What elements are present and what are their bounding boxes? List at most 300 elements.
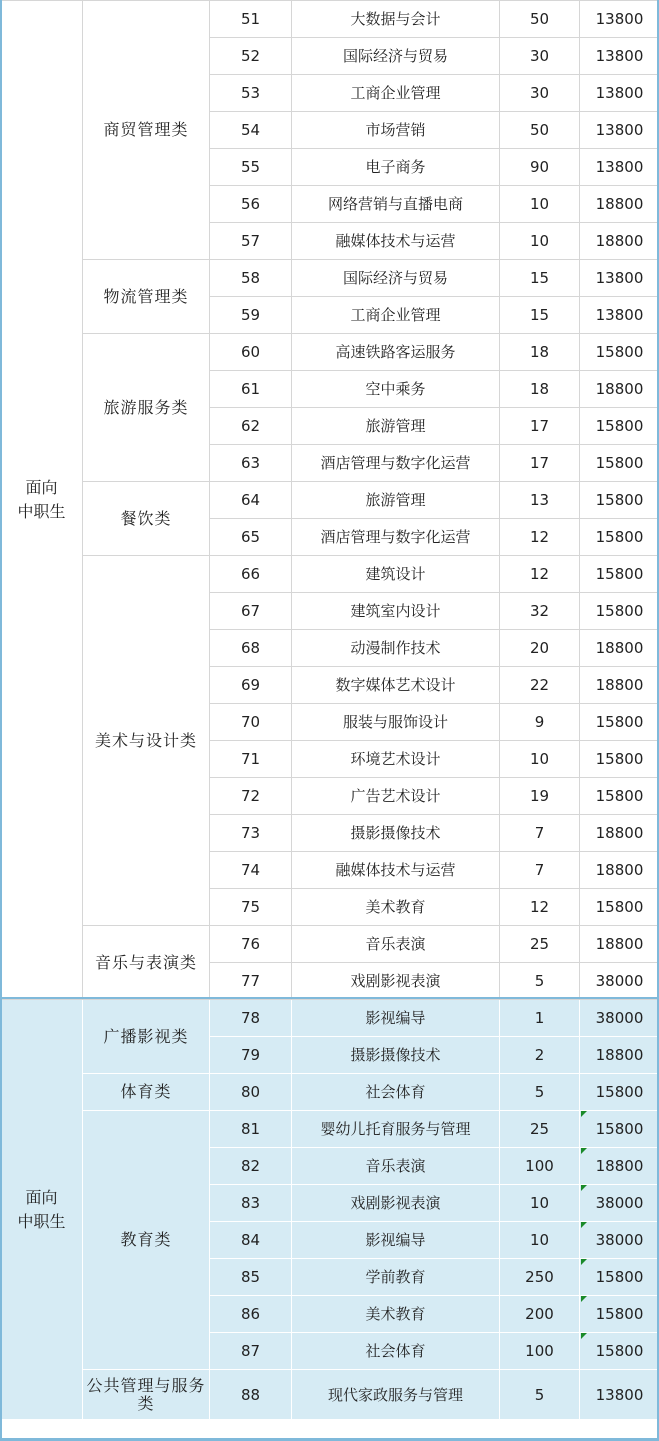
quota-text: 50 bbox=[529, 121, 550, 139]
row-number-text: 77 bbox=[240, 972, 261, 990]
tuition-text: 13800 bbox=[595, 47, 644, 65]
quota-cell bbox=[500, 112, 580, 149]
row-number-cell bbox=[210, 1111, 292, 1148]
tuition-text: 13800 bbox=[595, 158, 644, 176]
quota-text: 22 bbox=[529, 676, 550, 694]
tuition-text: 18800 bbox=[595, 380, 644, 398]
quota-text: 19 bbox=[529, 787, 550, 805]
major-name-cell bbox=[292, 482, 500, 519]
quota-cell bbox=[500, 482, 580, 519]
major-name-cell bbox=[292, 1, 500, 38]
row-number-text: 56 bbox=[240, 195, 261, 213]
tuition-cell bbox=[580, 741, 659, 778]
quota-cell bbox=[500, 1037, 580, 1074]
quota-cell bbox=[500, 38, 580, 75]
row-number-cell bbox=[210, 334, 292, 371]
tuition-text: 13800 bbox=[595, 306, 644, 324]
tuition-text: 18800 bbox=[595, 861, 644, 879]
tuition-cell bbox=[580, 297, 659, 334]
tuition-text: 15800 bbox=[595, 417, 644, 435]
quota-text: 15 bbox=[529, 306, 550, 324]
major-name-cell bbox=[292, 408, 500, 445]
major-name-cell bbox=[292, 334, 500, 371]
tuition-text: 15800 bbox=[595, 1120, 644, 1138]
quota-cell bbox=[500, 1000, 580, 1037]
quota-text: 250 bbox=[525, 1268, 554, 1286]
tuition-cell bbox=[580, 1185, 659, 1222]
row-number-cell bbox=[210, 445, 292, 482]
major-name-text: 酒店管理与数字化运营 bbox=[320, 528, 471, 546]
row-number-text: 61 bbox=[240, 380, 261, 398]
tuition-text: 38000 bbox=[595, 1009, 644, 1027]
row-number-text: 52 bbox=[240, 47, 261, 65]
quota-cell bbox=[500, 1074, 580, 1111]
category-cell: 商贸管理类 bbox=[83, 1, 210, 260]
quota-cell bbox=[500, 186, 580, 223]
quota-cell bbox=[500, 593, 580, 630]
major-name-text: 旅游管理 bbox=[365, 491, 426, 509]
row-number-text: 76 bbox=[240, 935, 261, 953]
major-name-text: 市场营销 bbox=[365, 121, 426, 139]
row-number-text: 85 bbox=[240, 1268, 261, 1286]
tuition-cell bbox=[580, 149, 659, 186]
row-number-text: 88 bbox=[240, 1385, 261, 1404]
major-name-cell bbox=[292, 815, 500, 852]
quota-text: 13 bbox=[529, 491, 550, 509]
row-number-text: 67 bbox=[240, 602, 261, 620]
row-number-cell bbox=[210, 704, 292, 741]
quota-cell bbox=[500, 1148, 580, 1185]
row-number-text: 60 bbox=[240, 343, 261, 361]
row-number-cell bbox=[210, 1259, 292, 1296]
quota-text: 32 bbox=[529, 602, 550, 620]
tuition-text: 15800 bbox=[595, 1342, 644, 1360]
quota-text: 18 bbox=[529, 343, 550, 361]
table-row bbox=[1, 1074, 659, 1111]
major-name-text: 大数据与会计 bbox=[350, 10, 441, 28]
row-number-text: 86 bbox=[240, 1305, 261, 1323]
comment-marker-icon bbox=[581, 1185, 587, 1191]
tuition-cell bbox=[580, 260, 659, 297]
tuition-cell bbox=[580, 408, 659, 445]
tuition-text: 18800 bbox=[595, 1046, 644, 1064]
tuition-cell bbox=[580, 926, 659, 963]
quota-cell bbox=[500, 408, 580, 445]
row-number-cell bbox=[210, 926, 292, 963]
row-number-cell bbox=[210, 1148, 292, 1185]
row-number-text: 72 bbox=[240, 787, 261, 805]
tuition-cell bbox=[580, 593, 659, 630]
tuition-text: 18800 bbox=[595, 639, 644, 657]
row-number-text: 65 bbox=[240, 528, 261, 546]
tuition-text: 15800 bbox=[595, 565, 644, 583]
quota-cell bbox=[500, 297, 580, 334]
tuition-text: 13800 bbox=[595, 269, 644, 287]
major-name-text: 工商企业管理 bbox=[350, 306, 441, 324]
quota-text: 2 bbox=[534, 1046, 545, 1064]
major-name-text: 建筑室内设计 bbox=[350, 602, 441, 620]
row-number-cell bbox=[210, 778, 292, 815]
row-number-text: 53 bbox=[240, 84, 261, 102]
tuition-text: 15800 bbox=[595, 898, 644, 916]
category-cell: 音乐与表演类 bbox=[83, 926, 210, 1000]
quota-cell bbox=[500, 926, 580, 963]
row-number-text: 73 bbox=[240, 824, 261, 842]
tuition-cell bbox=[580, 1148, 659, 1185]
quota-text: 15 bbox=[529, 269, 550, 287]
quota-cell bbox=[500, 778, 580, 815]
row-number-text: 82 bbox=[240, 1157, 261, 1175]
quota-text: 10 bbox=[529, 195, 550, 213]
major-name-text: 国际经济与贸易 bbox=[342, 47, 448, 65]
major-name-cell bbox=[292, 593, 500, 630]
major-name-cell bbox=[292, 1111, 500, 1148]
tuition-cell bbox=[580, 371, 659, 408]
row-number-cell bbox=[210, 1370, 292, 1420]
table-row bbox=[1, 926, 659, 963]
major-name-text: 婴幼儿托育服务与管理 bbox=[320, 1120, 471, 1138]
quota-text: 200 bbox=[525, 1305, 554, 1323]
major-name-cell bbox=[292, 1296, 500, 1333]
tuition-cell bbox=[580, 1037, 659, 1074]
major-name-cell bbox=[292, 186, 500, 223]
row-number-cell bbox=[210, 1037, 292, 1074]
tuition-cell bbox=[580, 38, 659, 75]
tuition-cell bbox=[580, 704, 659, 741]
row-number-cell bbox=[210, 519, 292, 556]
tuition-text: 15800 bbox=[595, 750, 644, 768]
row-number-text: 62 bbox=[240, 417, 261, 435]
tuition-cell bbox=[580, 519, 659, 556]
major-name-cell bbox=[292, 1259, 500, 1296]
quota-text: 18 bbox=[529, 380, 550, 398]
major-name-cell bbox=[292, 1037, 500, 1074]
major-name-text: 现代家政服务与管理 bbox=[327, 1385, 463, 1404]
major-name-cell bbox=[292, 112, 500, 149]
row-number-cell bbox=[210, 223, 292, 260]
tuition-cell bbox=[580, 1333, 659, 1370]
category-cell: 旅游服务类 bbox=[83, 334, 210, 482]
tuition-text: 13800 bbox=[595, 1385, 644, 1404]
row-number-text: 74 bbox=[240, 861, 261, 879]
major-name-cell bbox=[292, 149, 500, 186]
major-name-cell bbox=[292, 556, 500, 593]
section-secondary-vocational-1 bbox=[1, 1, 659, 1000]
major-name-cell bbox=[292, 852, 500, 889]
row-number-cell bbox=[210, 815, 292, 852]
quota-text: 20 bbox=[529, 639, 550, 657]
tuition-cell bbox=[580, 1000, 659, 1037]
row-number-cell bbox=[210, 186, 292, 223]
comment-marker-icon bbox=[581, 1222, 587, 1228]
quota-cell bbox=[500, 149, 580, 186]
tuition-cell bbox=[580, 186, 659, 223]
quota-text: 9 bbox=[534, 713, 545, 731]
tuition-text: 15800 bbox=[595, 491, 644, 509]
row-number-cell bbox=[210, 1000, 292, 1037]
comment-marker-icon bbox=[581, 1148, 587, 1154]
major-name-text: 摄影摄像技术 bbox=[350, 1046, 441, 1064]
major-name-text: 美术教育 bbox=[365, 1305, 426, 1323]
major-name-cell bbox=[292, 297, 500, 334]
tuition-text: 15800 bbox=[595, 787, 644, 805]
comment-marker-icon bbox=[581, 1333, 587, 1339]
tuition-text: 13800 bbox=[595, 121, 644, 139]
quota-cell bbox=[500, 556, 580, 593]
major-name-cell bbox=[292, 1148, 500, 1185]
student-level-cell: 面向 中职生 bbox=[1, 1000, 83, 1420]
major-name-text: 影视编导 bbox=[365, 1009, 426, 1027]
category-cell: 物流管理类 bbox=[83, 260, 210, 334]
major-name-text: 环境艺术设计 bbox=[350, 750, 441, 768]
row-number-cell bbox=[210, 112, 292, 149]
quota-text: 5 bbox=[534, 1083, 545, 1101]
row-number-cell bbox=[210, 667, 292, 704]
major-name-text: 影视编导 bbox=[365, 1231, 426, 1249]
major-name-text: 社会体育 bbox=[365, 1083, 426, 1101]
tuition-text: 38000 bbox=[595, 972, 644, 990]
row-number-cell bbox=[210, 371, 292, 408]
tuition-cell bbox=[580, 75, 659, 112]
row-number-text: 87 bbox=[240, 1342, 261, 1360]
tuition-cell bbox=[580, 1370, 659, 1420]
quota-cell bbox=[500, 260, 580, 297]
row-number-cell bbox=[210, 593, 292, 630]
category-cell: 美术与设计类 bbox=[83, 556, 210, 926]
row-number-cell bbox=[210, 38, 292, 75]
quota-text: 100 bbox=[525, 1157, 554, 1175]
major-name-text: 广告艺术设计 bbox=[350, 787, 441, 805]
table-row bbox=[1, 1000, 659, 1037]
row-number-cell bbox=[210, 149, 292, 186]
row-number-cell bbox=[210, 482, 292, 519]
row-number-text: 63 bbox=[240, 454, 261, 472]
quota-cell bbox=[500, 334, 580, 371]
major-name-text: 美术教育 bbox=[365, 898, 426, 916]
quota-text: 12 bbox=[529, 528, 550, 546]
table-row bbox=[1, 334, 659, 371]
quota-text: 7 bbox=[534, 824, 545, 842]
row-number-text: 79 bbox=[240, 1046, 261, 1064]
category-cell: 公共管理与服务类 bbox=[83, 1370, 210, 1420]
row-number-cell bbox=[210, 260, 292, 297]
row-number-text: 70 bbox=[240, 713, 261, 731]
major-name-text: 融媒体技术与运营 bbox=[335, 232, 456, 250]
tuition-text: 18800 bbox=[595, 1157, 644, 1175]
row-number-text: 81 bbox=[240, 1120, 261, 1138]
major-name-cell bbox=[292, 223, 500, 260]
quota-text: 25 bbox=[529, 935, 550, 953]
quota-cell bbox=[500, 1259, 580, 1296]
major-name-cell bbox=[292, 371, 500, 408]
row-number-text: 57 bbox=[240, 232, 261, 250]
quota-text: 10 bbox=[529, 750, 550, 768]
quota-cell bbox=[500, 1370, 580, 1420]
quota-text: 5 bbox=[534, 972, 545, 990]
tuition-cell bbox=[580, 630, 659, 667]
tuition-cell bbox=[580, 667, 659, 704]
tuition-cell bbox=[580, 223, 659, 260]
table-row bbox=[1, 1, 659, 38]
category-cell: 广播影视类 bbox=[83, 1000, 210, 1074]
quota-cell bbox=[500, 1296, 580, 1333]
major-name-text: 社会体育 bbox=[365, 1342, 426, 1360]
major-name-text: 戏剧影视表演 bbox=[350, 1194, 441, 1212]
quota-cell bbox=[500, 741, 580, 778]
major-name-cell bbox=[292, 1000, 500, 1037]
row-number-text: 58 bbox=[240, 269, 261, 287]
tuition-cell bbox=[580, 1, 659, 38]
tuition-text: 15800 bbox=[595, 343, 644, 361]
row-number-cell bbox=[210, 297, 292, 334]
student-level-cell: 面向 中职生 bbox=[1, 1, 83, 1000]
comment-marker-icon bbox=[581, 1111, 587, 1117]
tuition-cell bbox=[580, 482, 659, 519]
quota-cell bbox=[500, 815, 580, 852]
tuition-text: 13800 bbox=[595, 84, 644, 102]
quota-cell bbox=[500, 223, 580, 260]
quota-text: 7 bbox=[534, 861, 545, 879]
row-number-text: 84 bbox=[240, 1231, 261, 1249]
row-number-cell bbox=[210, 889, 292, 926]
major-name-text: 国际经济与贸易 bbox=[342, 269, 448, 287]
major-name-cell bbox=[292, 778, 500, 815]
tuition-text: 15800 bbox=[595, 713, 644, 731]
major-name-cell bbox=[292, 963, 500, 1000]
major-name-cell bbox=[292, 1185, 500, 1222]
tuition-text: 15800 bbox=[595, 602, 644, 620]
section-divider bbox=[0, 997, 659, 999]
quota-cell bbox=[500, 1, 580, 38]
comment-marker-icon bbox=[581, 1259, 587, 1265]
quota-cell bbox=[500, 889, 580, 926]
tuition-cell bbox=[580, 889, 659, 926]
row-number-text: 75 bbox=[240, 898, 261, 916]
tuition-text: 18800 bbox=[595, 824, 644, 842]
tuition-cell bbox=[580, 1296, 659, 1333]
tuition-cell bbox=[580, 1111, 659, 1148]
row-number-text: 78 bbox=[240, 1009, 261, 1027]
table-row bbox=[1, 1111, 659, 1148]
quota-text: 100 bbox=[525, 1342, 554, 1360]
quota-cell bbox=[500, 963, 580, 1000]
tuition-cell bbox=[580, 815, 659, 852]
row-number-text: 51 bbox=[240, 10, 261, 28]
quota-cell bbox=[500, 630, 580, 667]
quota-text: 12 bbox=[529, 565, 550, 583]
major-name-cell bbox=[292, 704, 500, 741]
quota-text: 17 bbox=[529, 417, 550, 435]
quota-cell bbox=[500, 75, 580, 112]
major-name-text: 融媒体技术与运营 bbox=[335, 861, 456, 879]
row-number-text: 68 bbox=[240, 639, 261, 657]
major-name-text: 工商企业管理 bbox=[350, 84, 441, 102]
major-name-text: 动漫制作技术 bbox=[350, 639, 441, 657]
row-number-cell bbox=[210, 556, 292, 593]
row-number-cell bbox=[210, 1222, 292, 1259]
row-number-text: 83 bbox=[240, 1194, 261, 1212]
quota-cell bbox=[500, 852, 580, 889]
quota-text: 1 bbox=[534, 1009, 545, 1027]
frame-left-border bbox=[0, 0, 2, 1441]
major-name-text: 摄影摄像技术 bbox=[350, 824, 441, 842]
tuition-text: 15800 bbox=[595, 528, 644, 546]
row-number-text: 66 bbox=[240, 565, 261, 583]
row-number-text: 55 bbox=[240, 158, 261, 176]
major-name-cell bbox=[292, 1370, 500, 1420]
row-number-text: 64 bbox=[240, 491, 261, 509]
quota-text: 17 bbox=[529, 454, 550, 472]
row-number-cell bbox=[210, 852, 292, 889]
quota-text: 10 bbox=[529, 232, 550, 250]
major-name-text: 酒店管理与数字化运营 bbox=[320, 454, 471, 472]
tuition-cell bbox=[580, 445, 659, 482]
row-number-cell bbox=[210, 1074, 292, 1111]
tuition-cell bbox=[580, 963, 659, 1000]
tuition-text: 15800 bbox=[595, 1305, 644, 1323]
quota-cell bbox=[500, 371, 580, 408]
category-cell: 餐饮类 bbox=[83, 482, 210, 556]
major-name-cell bbox=[292, 630, 500, 667]
table-row bbox=[1, 556, 659, 593]
tuition-cell bbox=[580, 778, 659, 815]
table-row bbox=[1, 482, 659, 519]
quota-cell bbox=[500, 704, 580, 741]
major-name-text: 空中乘务 bbox=[365, 380, 426, 398]
major-name-text: 戏剧影视表演 bbox=[350, 972, 441, 990]
comment-marker-icon bbox=[581, 1296, 587, 1302]
major-name-text: 电子商务 bbox=[365, 158, 426, 176]
tuition-text: 13800 bbox=[595, 10, 644, 28]
row-number-cell bbox=[210, 1333, 292, 1370]
row-number-text: 80 bbox=[240, 1083, 261, 1101]
major-name-text: 高速铁路客运服务 bbox=[335, 343, 456, 361]
tuition-cell bbox=[580, 1222, 659, 1259]
quota-cell bbox=[500, 667, 580, 704]
row-number-cell bbox=[210, 630, 292, 667]
quota-text: 10 bbox=[529, 1194, 550, 1212]
major-name-cell bbox=[292, 889, 500, 926]
major-name-cell bbox=[292, 926, 500, 963]
major-name-text: 建筑设计 bbox=[365, 565, 426, 583]
tuition-text: 38000 bbox=[595, 1231, 644, 1249]
tuition-text: 38000 bbox=[595, 1194, 644, 1212]
major-name-text: 音乐表演 bbox=[365, 935, 426, 953]
quota-cell bbox=[500, 1111, 580, 1148]
tuition-cell bbox=[580, 556, 659, 593]
major-name-cell bbox=[292, 741, 500, 778]
quota-text: 30 bbox=[529, 47, 550, 65]
tuition-cell bbox=[580, 1259, 659, 1296]
quota-text: 90 bbox=[529, 158, 550, 176]
category-cell: 体育类 bbox=[83, 1074, 210, 1111]
quota-cell bbox=[500, 1185, 580, 1222]
row-number-text: 69 bbox=[240, 676, 261, 694]
quota-text: 50 bbox=[529, 10, 550, 28]
row-number-cell bbox=[210, 741, 292, 778]
major-name-cell bbox=[292, 445, 500, 482]
quota-text: 10 bbox=[529, 1231, 550, 1249]
tuition-cell bbox=[580, 1074, 659, 1111]
tuition-text: 15800 bbox=[595, 1083, 644, 1101]
quota-cell bbox=[500, 445, 580, 482]
tuition-cell bbox=[580, 852, 659, 889]
quota-text: 12 bbox=[529, 898, 550, 916]
major-name-cell bbox=[292, 75, 500, 112]
row-number-text: 71 bbox=[240, 750, 261, 768]
major-name-cell bbox=[292, 1333, 500, 1370]
major-name-text: 服装与服饰设计 bbox=[342, 713, 448, 731]
